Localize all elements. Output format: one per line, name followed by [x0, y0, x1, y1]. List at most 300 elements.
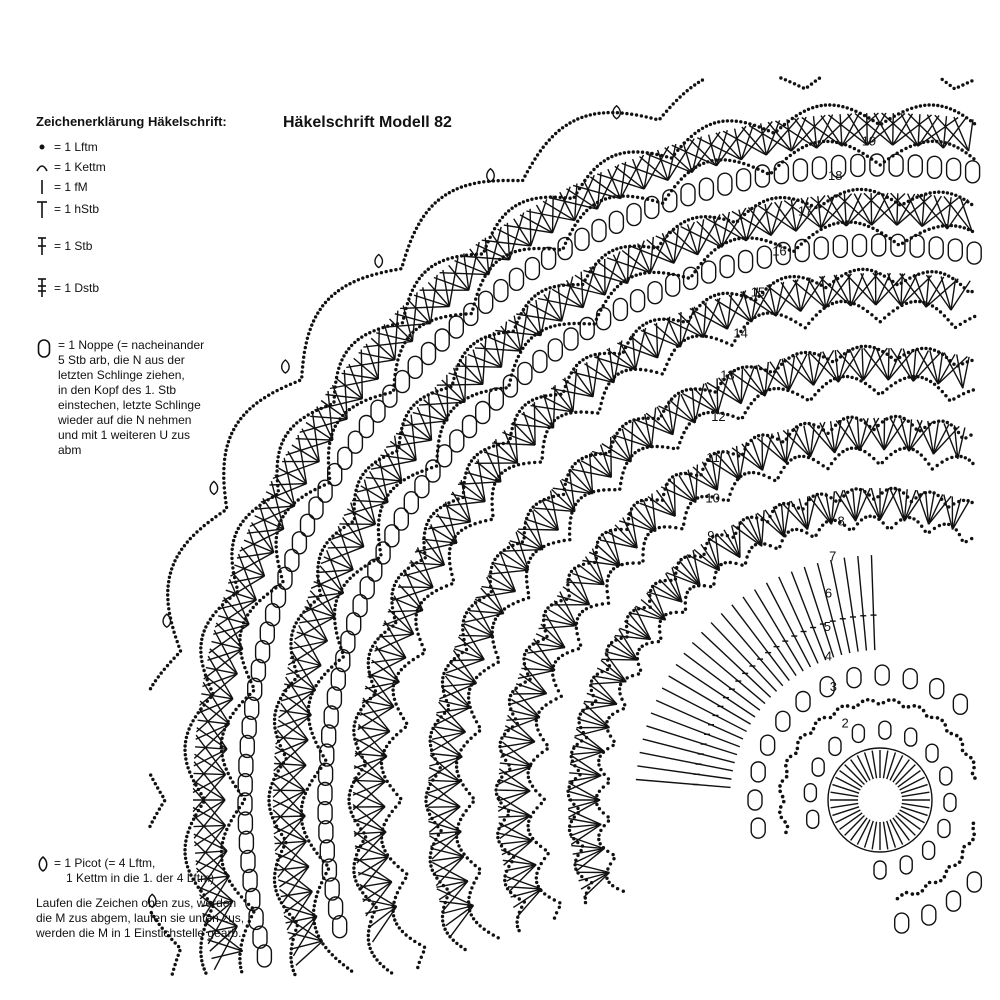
- chain-dot: [175, 958, 178, 961]
- chain-dot: [352, 871, 355, 874]
- chain-dot: [448, 191, 451, 194]
- chain-dot: [570, 820, 573, 823]
- chain-dot: [436, 719, 439, 722]
- chain-dot: [924, 884, 928, 888]
- chain-dot: [627, 151, 630, 154]
- chain-dot: [492, 487, 495, 490]
- chain-dot: [675, 473, 678, 476]
- chain-dot: [427, 787, 430, 790]
- fan-stitch: [353, 782, 385, 810]
- chain-dot: [415, 328, 418, 331]
- chain-dot: [928, 881, 932, 885]
- fan-stitch: [194, 825, 226, 826]
- picot-line: 1 Kettm in die 1. der 4 Lftm): [66, 871, 215, 885]
- chain-dot: [204, 625, 207, 628]
- chain-dot: [475, 877, 478, 880]
- chain-dot: [861, 307, 864, 310]
- center-stitch: [832, 807, 859, 816]
- chain-dot: [726, 119, 729, 122]
- chain-dot: [760, 238, 763, 241]
- chain-dot: [619, 482, 622, 485]
- chain-dot: [493, 483, 496, 486]
- chain-dot: [939, 271, 942, 274]
- chain-dot: [689, 502, 692, 505]
- chain-dot: [448, 562, 451, 565]
- chain-dot: [540, 707, 543, 710]
- chain-dot: [682, 431, 685, 434]
- chain-dot: [280, 833, 283, 836]
- chain-dot: [186, 831, 189, 834]
- chain-dot: [398, 436, 401, 439]
- chain-dot: [739, 120, 742, 123]
- chain-dot: [576, 807, 579, 810]
- chain-dot: [724, 158, 727, 161]
- noppe-mark: [395, 371, 409, 393]
- chain-dot: [576, 220, 579, 223]
- chain-dot: [527, 301, 530, 304]
- chain-dot: [941, 78, 944, 81]
- chain-dot: [479, 520, 482, 523]
- chain-dot: [883, 316, 886, 319]
- chain-dot: [259, 399, 262, 402]
- chain-dot: [509, 694, 512, 697]
- chain-dot: [713, 294, 716, 297]
- chain-dot: [873, 515, 876, 518]
- chain-dot: [323, 673, 326, 676]
- chain-dot: [606, 111, 609, 114]
- chain-dot: [641, 324, 644, 327]
- chain-dot: [810, 397, 813, 400]
- chain-dot: [968, 842, 972, 846]
- chain-dot: [674, 526, 677, 529]
- chain-dot: [238, 953, 241, 956]
- noppe-mark: [946, 891, 960, 911]
- chain-dot: [821, 385, 824, 388]
- round-number-label: 5: [823, 619, 832, 635]
- chain-dot: [444, 668, 447, 671]
- fan-stitch: [571, 470, 593, 493]
- chain-dot: [637, 672, 640, 675]
- chain-dot: [941, 420, 944, 423]
- chain-dot: [943, 523, 946, 526]
- fan-stitch: [926, 275, 951, 310]
- chain-dot: [500, 736, 503, 739]
- chain-dot: [429, 860, 432, 863]
- chain-dot: [788, 275, 791, 278]
- chain-dot: [280, 575, 283, 578]
- chain-dot: [810, 535, 813, 538]
- chain-dot: [409, 407, 412, 410]
- chain-dot: [894, 522, 897, 525]
- chain-dot: [448, 547, 451, 550]
- chain-dot: [245, 671, 248, 674]
- chain-dot: [611, 713, 614, 716]
- chain-dot: [391, 592, 394, 595]
- chain-dot: [275, 469, 278, 472]
- chain-dot: [640, 114, 643, 117]
- fan-stitch: [969, 119, 973, 151]
- chain-dot: [935, 307, 938, 310]
- noppe-mark: [947, 158, 961, 180]
- chain-dot: [682, 320, 685, 323]
- fan-stitch: [447, 375, 448, 421]
- chain-dot: [607, 881, 610, 884]
- chain-dot: [532, 247, 535, 250]
- chain-dot: [359, 567, 362, 570]
- chain-dot: [578, 361, 581, 364]
- chain-dot: [701, 468, 704, 471]
- chain-dot: [397, 576, 400, 579]
- chain-dot: [945, 729, 949, 733]
- treble-stitch: [858, 556, 867, 651]
- chain-dot: [148, 825, 151, 828]
- chain-dot: [914, 300, 917, 303]
- chain-dot: [607, 819, 610, 822]
- chain-dot: [394, 805, 397, 808]
- chain-dot: [327, 451, 330, 454]
- chain-dot: [293, 625, 296, 628]
- fan-stitch: [474, 601, 493, 636]
- chain-dot: [947, 865, 951, 869]
- chain-dot: [586, 175, 589, 178]
- chain-dot: [579, 712, 582, 715]
- chain-dot: [811, 233, 814, 236]
- chain-dot: [970, 290, 973, 293]
- chain-dot: [717, 120, 720, 123]
- chain-dot: [607, 251, 610, 254]
- chain-dot: [377, 523, 380, 526]
- chain-dot: [881, 461, 884, 464]
- chain-dot: [543, 892, 546, 895]
- chain-dot: [661, 372, 664, 375]
- chain-dot: [452, 406, 455, 409]
- chain-dot: [276, 460, 279, 463]
- chain-dot: [822, 202, 825, 205]
- chain-dot: [527, 776, 530, 779]
- chain-dot: [277, 455, 280, 458]
- chain-dot: [574, 411, 577, 414]
- chain-dot: [557, 657, 560, 660]
- fan-stitch: [817, 115, 833, 149]
- chain-dot: [609, 734, 612, 737]
- chain-dot: [673, 349, 676, 352]
- noppe-mark: [435, 329, 449, 351]
- chain-dot: [955, 528, 958, 531]
- chain-dot: [307, 332, 310, 335]
- chain-dot: [789, 154, 792, 157]
- chain-dot: [325, 541, 328, 544]
- chain-dot: [576, 283, 579, 286]
- fan-stitch: [498, 796, 530, 816]
- chain-dot: [782, 388, 785, 391]
- chain-dot: [599, 829, 602, 832]
- chain-dot: [405, 872, 408, 875]
- chain-dot: [183, 744, 186, 747]
- chain-dot: [251, 510, 254, 513]
- chain-dot: [811, 317, 814, 320]
- chain-dot: [293, 973, 296, 976]
- chain-dot: [613, 288, 616, 291]
- chain-dot: [316, 565, 319, 568]
- chain-dot: [881, 420, 884, 423]
- chain-dot: [746, 322, 749, 325]
- chain-dot: [335, 599, 338, 602]
- chain-dot: [598, 807, 601, 810]
- chain-dot: [610, 292, 613, 295]
- slip-arc-icon: [34, 157, 50, 177]
- chain-dot: [321, 304, 324, 307]
- chain-dot: [275, 705, 278, 708]
- fan-stitch: [395, 311, 398, 360]
- chain-dot: [639, 368, 642, 371]
- chain-dot: [364, 835, 367, 838]
- chain-dot: [921, 889, 925, 893]
- working-note: [36, 896, 286, 941]
- chain-dot: [379, 553, 382, 556]
- chain-dot: [545, 142, 548, 145]
- chain-dot: [877, 702, 881, 706]
- chain-dot: [620, 563, 623, 566]
- chain-dot: [279, 744, 282, 747]
- chain-dot: [554, 697, 557, 700]
- chain-dot: [352, 729, 355, 732]
- fan-stitch: [893, 113, 894, 145]
- chain-dot: [157, 675, 160, 678]
- fan-stitch: [373, 907, 397, 943]
- chain-dot: [598, 537, 601, 540]
- chain-dot: [424, 527, 427, 530]
- chain-dot: [303, 831, 306, 834]
- chain-dot: [641, 553, 644, 556]
- chain-dot: [284, 511, 287, 514]
- chain-dot: [532, 505, 535, 508]
- chain-dot: [708, 215, 711, 218]
- legend-item-label: = 1 Dstb: [54, 281, 100, 295]
- chain-dot: [781, 440, 784, 443]
- chain-dot: [539, 149, 542, 152]
- chain-dot: [570, 751, 573, 754]
- chain-dot: [492, 444, 495, 447]
- chain-dot: [673, 394, 676, 397]
- chain-dot: [493, 645, 496, 648]
- chain-dot: [572, 803, 575, 806]
- chain-dot: [803, 110, 806, 113]
- fan-stitch: [611, 437, 612, 477]
- chain-dot: [593, 112, 596, 115]
- chain-dot: [494, 651, 497, 654]
- chain-dot: [585, 607, 588, 610]
- chain-dot: [893, 240, 896, 243]
- treble-stitch: [662, 688, 746, 731]
- chain-dot: [944, 394, 947, 397]
- chain-dot: [970, 203, 973, 206]
- chain-dot: [917, 273, 920, 276]
- chain-dot: [611, 249, 614, 252]
- chain-dot: [301, 822, 304, 825]
- chain-dot: [778, 789, 782, 793]
- chain-dot: [783, 820, 787, 824]
- chain-dot: [663, 368, 666, 371]
- chain-dot: [459, 313, 462, 316]
- chain-dot: [879, 320, 882, 323]
- chain-dot: [655, 371, 658, 374]
- chain-dot: [961, 749, 965, 753]
- chain-dot: [931, 304, 934, 307]
- chain-dot: [606, 729, 609, 732]
- chain-dot: [867, 116, 870, 119]
- chain-dot: [813, 393, 816, 396]
- chain-dot: [706, 255, 709, 258]
- chain-dot: [639, 669, 642, 672]
- chain-dot: [423, 270, 426, 273]
- chain-dot: [244, 516, 247, 519]
- chain-dot: [848, 528, 851, 531]
- chain-dot: [752, 471, 755, 474]
- chain-dot: [430, 466, 433, 469]
- chain-dot: [540, 290, 543, 293]
- chain-dot: [370, 463, 373, 466]
- chain-dot: [963, 226, 966, 229]
- chain-dot: [544, 610, 547, 613]
- chain-dot: [404, 254, 407, 257]
- center-stitch: [865, 821, 874, 848]
- chain-dot: [334, 957, 337, 960]
- chain-dot: [477, 181, 480, 184]
- center-stitch: [831, 803, 859, 807]
- noppe-mark: [699, 178, 713, 200]
- chain-dot: [900, 893, 904, 897]
- chain-dot: [457, 844, 460, 847]
- chain-dot: [615, 247, 618, 250]
- chain-dot: [840, 274, 843, 277]
- chain-dot: [539, 733, 542, 736]
- chain-dot: [633, 451, 636, 454]
- chain-dot: [630, 113, 633, 116]
- chain-dot: [625, 369, 628, 372]
- chain-dot: [646, 533, 649, 536]
- chain-dot: [507, 865, 510, 868]
- chain-dot: [291, 629, 294, 632]
- chain-dot: [836, 707, 840, 711]
- chain-dot: [859, 418, 862, 421]
- chain-dot: [670, 353, 673, 356]
- chain-dot: [230, 819, 233, 822]
- fan-stitch: [434, 728, 463, 756]
- noppe-mark: [564, 328, 578, 350]
- fan-stitch: [196, 724, 230, 739]
- chain-dot: [535, 197, 538, 200]
- chain-dot: [951, 277, 954, 280]
- chain-dot: [802, 86, 805, 89]
- chain-dot: [954, 224, 957, 227]
- chain-dot: [459, 945, 462, 948]
- chain-dot: [929, 380, 932, 383]
- chain-dot: [511, 690, 514, 693]
- chain-dot: [960, 148, 963, 151]
- chain-dot: [636, 501, 639, 504]
- chain-dot: [441, 919, 444, 922]
- chain-dot: [945, 106, 948, 109]
- chain-dot: [496, 832, 499, 835]
- chain-dot: [924, 458, 927, 461]
- chain-dot: [612, 857, 615, 860]
- chain-dot: [282, 438, 285, 441]
- chain-dot: [972, 832, 976, 836]
- fan-stitch: [431, 275, 438, 324]
- chain-dot: [612, 567, 615, 570]
- chain-dot: [154, 782, 157, 785]
- legend-item-label: = 1 Lftm: [54, 140, 98, 154]
- chain-dot: [153, 816, 156, 819]
- chain-dot: [573, 224, 576, 227]
- chain-dot: [732, 452, 735, 455]
- chain-dot: [870, 269, 873, 272]
- chain-dot: [446, 931, 449, 934]
- chain-dot: [665, 110, 668, 113]
- chain-dot: [607, 296, 610, 299]
- chain-dot: [726, 413, 729, 416]
- chain-dot: [784, 78, 787, 81]
- noppe-mark: [510, 268, 524, 290]
- chain-dot: [241, 802, 244, 805]
- chain-dot: [526, 672, 529, 675]
- chain-dot: [692, 585, 695, 588]
- chain-dot: [527, 401, 530, 404]
- chain-dot: [632, 150, 635, 153]
- chain-dot: [225, 767, 228, 770]
- chain-dot: [396, 358, 399, 361]
- chain-dot: [203, 967, 206, 970]
- fan-stitch: [274, 827, 307, 842]
- chain-dot: [468, 183, 471, 186]
- chain-dot: [608, 488, 611, 491]
- chain-dot: [709, 123, 712, 126]
- chain-dot: [398, 926, 401, 929]
- chain-dot: [528, 833, 531, 836]
- chain-dot: [855, 377, 858, 380]
- fan-stitch: [611, 529, 620, 566]
- chain-dot: [779, 805, 783, 809]
- chain-dot: [293, 381, 296, 384]
- chain-dot: [742, 518, 745, 521]
- chain-dot: [183, 848, 186, 851]
- chain-dot: [580, 875, 583, 878]
- chain-dot: [415, 281, 418, 284]
- chain-dot: [478, 725, 481, 728]
- chain-dot: [275, 389, 278, 392]
- chain-dot: [490, 497, 493, 500]
- chain-dot: [730, 119, 733, 122]
- chain-dot: [277, 451, 280, 454]
- chain-dot: [355, 716, 358, 719]
- chain-dot: [186, 732, 189, 735]
- chain-dot: [839, 192, 842, 195]
- chain-dot: [544, 288, 547, 291]
- chain-dot: [350, 969, 353, 972]
- chain-dot: [544, 196, 547, 199]
- chain-dot: [394, 896, 397, 899]
- chain-dot: [931, 467, 934, 470]
- chain-dot: [972, 766, 976, 770]
- chain-dot: [943, 314, 946, 317]
- chain-dot: [350, 811, 353, 814]
- noppe-mark: [875, 665, 889, 685]
- chain-dot: [658, 526, 661, 529]
- chain-dot: [964, 151, 967, 154]
- chain-dot: [870, 313, 873, 316]
- chain-dot: [334, 425, 337, 428]
- chain-dot: [768, 476, 771, 479]
